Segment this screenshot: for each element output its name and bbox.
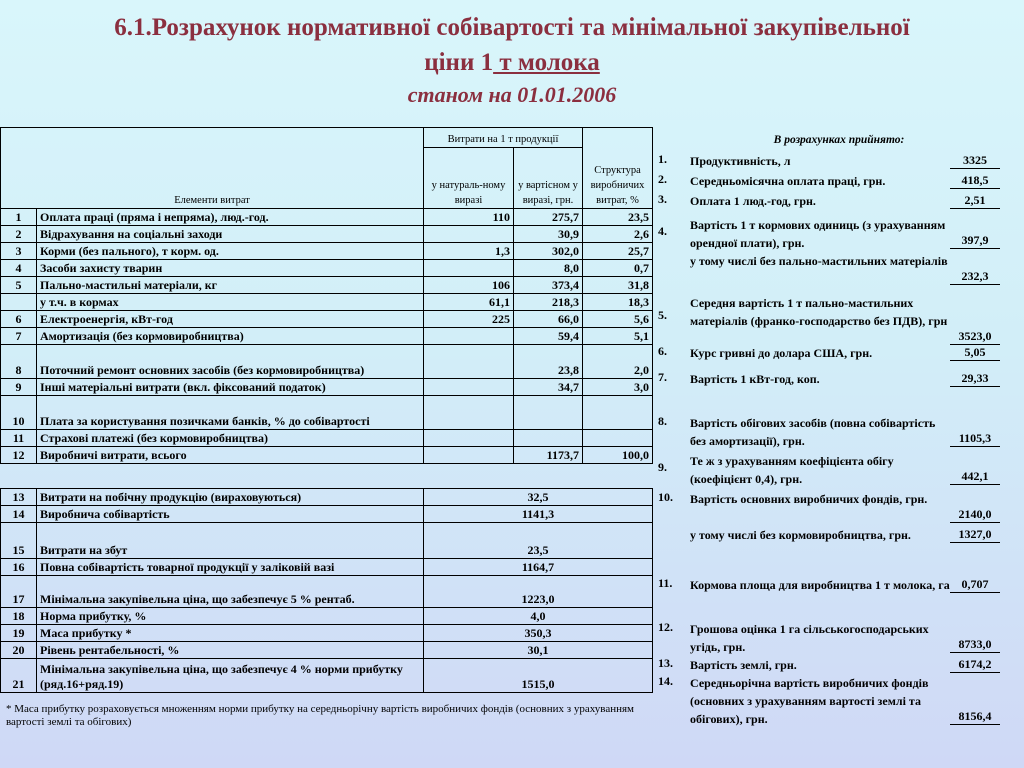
title-line-2a: ціни 1 bbox=[424, 49, 494, 76]
row-natural bbox=[424, 396, 514, 430]
assumption-number: 9. bbox=[658, 460, 667, 474]
row-natural: 106 bbox=[424, 277, 514, 294]
assumption-text: Продуктивність, л bbox=[690, 154, 791, 168]
row-name: Виробнича собівартість bbox=[37, 506, 424, 523]
row-value: 1164,7 bbox=[424, 559, 653, 576]
row-name: Мінімальна закупівельна ціна, що забезпечує 4 % норми прибутку (ряд.16+ряд.19) bbox=[37, 659, 424, 693]
footnote: * Маса прибутку розраховується множенням норми прибутку на середньорічну вартість виробничих фондів (основних з урахуванням вартості землі та обігових) bbox=[6, 703, 635, 728]
row-structure: 31,8 bbox=[583, 277, 653, 294]
table-row bbox=[1, 447, 653, 464]
row-name: Норма прибутку, % bbox=[37, 608, 424, 625]
assumptions-panel bbox=[656, 134, 1022, 726]
row-name: Плата за користування позичками банків, % до собівартості bbox=[37, 396, 424, 430]
assumption-value: 232,3 bbox=[950, 268, 1000, 285]
price-table bbox=[0, 488, 653, 693]
table-row bbox=[1, 608, 653, 625]
row-name: Витрати на збут bbox=[37, 523, 424, 559]
row-natural: 1,3 bbox=[424, 243, 514, 260]
row-name: Відрахування на соціальні заходи bbox=[37, 226, 424, 243]
row-number: 3 bbox=[1, 243, 37, 260]
header-structure: Структура виробничих витрат, % bbox=[583, 128, 653, 209]
table-row bbox=[1, 576, 653, 608]
row-natural bbox=[424, 226, 514, 243]
row-value: 1173,7 bbox=[514, 447, 583, 464]
table-row bbox=[1, 345, 653, 379]
row-structure: 23,5 bbox=[583, 209, 653, 226]
table-row bbox=[1, 396, 653, 430]
row-structure: 3,0 bbox=[583, 379, 653, 396]
row-natural bbox=[424, 260, 514, 277]
row-value: 23,5 bbox=[424, 523, 653, 559]
title-date: станом на 01.01.2006 bbox=[407, 82, 617, 107]
row-number: 10 bbox=[1, 396, 37, 430]
row-number: 19 bbox=[1, 625, 37, 642]
row-value: 1223,0 bbox=[424, 576, 653, 608]
row-structure: 0,7 bbox=[583, 260, 653, 277]
assumption-text: у тому числі без пально-мастильних матеріалів bbox=[690, 254, 948, 268]
row-value: 59,4 bbox=[514, 328, 583, 345]
row-number: 6 bbox=[1, 311, 37, 328]
table-row bbox=[1, 311, 653, 328]
row-value: 275,7 bbox=[514, 209, 583, 226]
assumption-number: 4. bbox=[658, 224, 667, 238]
row-value: 373,4 bbox=[514, 277, 583, 294]
title-line-1: 6.1.Розрахунок нормативної собівартості та мінімальної закупівельної bbox=[114, 14, 910, 41]
row-name: Маса прибутку * bbox=[37, 625, 424, 642]
row-value: 1141,3 bbox=[424, 506, 653, 523]
row-number: 13 bbox=[1, 489, 37, 506]
row-name: Повна собівартість товарної продукції у заліковій вазі bbox=[37, 559, 424, 576]
assumption-value: 397,9 bbox=[950, 232, 1000, 249]
row-value bbox=[514, 396, 583, 430]
row-name: Мінімальна закупівельна ціна, що забезпечує 5 % рентаб. bbox=[37, 576, 424, 608]
row-number: 12 bbox=[1, 447, 37, 464]
slide-title bbox=[0, 10, 1024, 110]
row-name: Витрати на побічну продукцію (вираховуються) bbox=[37, 489, 424, 506]
price-table-body bbox=[1, 489, 653, 693]
table-row bbox=[1, 523, 653, 559]
row-value: 1515,0 bbox=[424, 659, 653, 693]
row-structure: 18,3 bbox=[583, 294, 653, 311]
table-row bbox=[1, 243, 653, 260]
assumption-value: 2,51 bbox=[950, 192, 1000, 209]
row-value: 23,8 bbox=[514, 345, 583, 379]
row-name: Виробничі витрати, всього bbox=[37, 447, 424, 464]
row-name: Амортизація (без кормовиробництва) bbox=[37, 328, 424, 345]
row-name: Інші матеріальні витрати (вкл. фіксований податок) bbox=[37, 379, 424, 396]
row-natural bbox=[424, 379, 514, 396]
assumption-value: 442,1 bbox=[950, 468, 1000, 485]
assumption-number: 3. bbox=[658, 192, 667, 206]
row-name: Пально-мастильні матеріали, кг bbox=[37, 277, 424, 294]
assumption-number: 7. bbox=[658, 370, 667, 384]
header-value: у вартісном у виразі, грн. bbox=[514, 148, 583, 209]
row-structure: 2,6 bbox=[583, 226, 653, 243]
assumption-text: Оплата 1 люд.-год, грн. bbox=[690, 194, 816, 208]
row-structure: 100,0 bbox=[583, 447, 653, 464]
row-natural bbox=[424, 345, 514, 379]
assumption-number: 12. bbox=[658, 620, 673, 634]
row-number: 17 bbox=[1, 576, 37, 608]
table-row bbox=[1, 328, 653, 345]
row-name: Засоби захисту тварин bbox=[37, 260, 424, 277]
table-row bbox=[1, 430, 653, 447]
table-row bbox=[1, 260, 653, 277]
table-row bbox=[1, 209, 653, 226]
assumption-number: 11. bbox=[658, 576, 673, 590]
assumption-text: Вартість 1 кВт-год, коп. bbox=[690, 372, 820, 386]
table-row bbox=[1, 559, 653, 576]
assumption-text: Курс гривні до долара США, грн. bbox=[690, 346, 873, 360]
row-value: 218,3 bbox=[514, 294, 583, 311]
assumption-value: 8733,0 bbox=[950, 636, 1000, 653]
row-number: 9 bbox=[1, 379, 37, 396]
row-natural: 225 bbox=[424, 311, 514, 328]
assumption-value: 418,5 bbox=[950, 172, 1000, 189]
assumption-value: 3325 bbox=[950, 152, 1000, 169]
row-structure bbox=[583, 430, 653, 447]
cost-table-body bbox=[1, 209, 653, 464]
table-row bbox=[1, 659, 653, 693]
assumption-value: 3523,0 bbox=[950, 328, 1000, 345]
header-natural: у натураль-ному виразі bbox=[424, 148, 514, 209]
assumption-value: 2140,0 bbox=[950, 506, 1000, 523]
assumption-value: 6174,2 bbox=[950, 656, 1000, 673]
row-value: 4,0 bbox=[424, 608, 653, 625]
row-number: 15 bbox=[1, 523, 37, 559]
assumption-text: Кормова площа для виробництва 1 т молока, га bbox=[690, 578, 950, 592]
row-value: 30,1 bbox=[424, 642, 653, 659]
assumption-number: 14. bbox=[658, 674, 673, 688]
row-number bbox=[1, 294, 37, 311]
assumption-value: 0,707 bbox=[950, 576, 1000, 593]
table-row bbox=[1, 625, 653, 642]
row-number: 16 bbox=[1, 559, 37, 576]
row-number: 2 bbox=[1, 226, 37, 243]
cost-table bbox=[0, 127, 653, 464]
assumption-value: 29,33 bbox=[950, 370, 1000, 387]
assumption-text: Середня вартість 1 т пально-мастильних матеріалів (франко-господарство без ПДВ), грн bbox=[690, 296, 948, 328]
row-number: 14 bbox=[1, 506, 37, 523]
assumption-text: Вартість 1 т кормових одиниць (з урахуванням орендної плати), грн. bbox=[690, 218, 946, 250]
row-number: 21 bbox=[1, 659, 37, 693]
assumptions-heading: В розрахунках прийнято: bbox=[773, 134, 905, 146]
row-name: у т.ч. в кормах bbox=[37, 294, 424, 311]
row-value: 30,9 bbox=[514, 226, 583, 243]
row-natural bbox=[424, 447, 514, 464]
assumption-text: у тому числі без кормовиробництва, грн. bbox=[690, 528, 911, 542]
table-row bbox=[1, 294, 653, 311]
assumption-text: Грошова оцінка 1 га сільськогосподарських угідь, грн. bbox=[690, 622, 929, 654]
row-number: 18 bbox=[1, 608, 37, 625]
assumption-text: Вартість землі, грн. bbox=[690, 658, 797, 672]
assumption-value: 5,05 bbox=[950, 344, 1000, 361]
row-number: 8 bbox=[1, 345, 37, 379]
row-structure: 5,1 bbox=[583, 328, 653, 345]
table-row bbox=[1, 642, 653, 659]
row-value bbox=[514, 430, 583, 447]
row-value: 32,5 bbox=[424, 489, 653, 506]
assumption-text: Вартість обігових засобів (повна собівартість без амортизації), грн. bbox=[690, 416, 936, 448]
assumption-number: 10. bbox=[658, 490, 673, 504]
row-value: 34,7 bbox=[514, 379, 583, 396]
row-name: Поточний ремонт основних засобів (без кормовиробництва) bbox=[37, 345, 424, 379]
assumption-number: 8. bbox=[658, 414, 667, 428]
table-row bbox=[1, 489, 653, 506]
row-name: Корми (без пального), т корм. од. bbox=[37, 243, 424, 260]
title-line-2b: т молока bbox=[493, 49, 600, 76]
assumption-text: Те ж з урахуванням коефіцієнта обігу (коефіцієнт 0,4), грн. bbox=[690, 454, 894, 486]
row-structure: 25,7 bbox=[583, 243, 653, 260]
assumption-value: 1327,0 bbox=[950, 526, 1000, 543]
row-number: 20 bbox=[1, 642, 37, 659]
row-name: Страхові платежі (без кормовиробництва) bbox=[37, 430, 424, 447]
row-value: 8,0 bbox=[514, 260, 583, 277]
assumption-number: 13. bbox=[658, 656, 673, 670]
assumption-number: 6. bbox=[658, 344, 667, 358]
row-natural bbox=[424, 430, 514, 447]
assumption-text: Вартість основних виробничих фондів, грн. bbox=[690, 492, 928, 506]
assumption-text: Середньомісячна оплата праці, грн. bbox=[690, 174, 886, 188]
row-number: 1 bbox=[1, 209, 37, 226]
row-number: 7 bbox=[1, 328, 37, 345]
table-row bbox=[1, 226, 653, 243]
row-natural: 61,1 bbox=[424, 294, 514, 311]
row-name: Оплата праці (пряма і непряма), люд.-год. bbox=[37, 209, 424, 226]
row-value: 302,0 bbox=[514, 243, 583, 260]
row-natural: 110 bbox=[424, 209, 514, 226]
assumption-value: 8156,4 bbox=[950, 708, 1000, 725]
row-structure: 2,0 bbox=[583, 345, 653, 379]
assumption-value: 1105,3 bbox=[950, 430, 1000, 447]
table-row bbox=[1, 506, 653, 523]
assumption-number: 1. bbox=[658, 152, 667, 166]
header-elements: Елементи витрат bbox=[1, 128, 424, 209]
row-structure: 5,6 bbox=[583, 311, 653, 328]
row-number: 5 bbox=[1, 277, 37, 294]
table-row bbox=[1, 277, 653, 294]
assumption-number: 2. bbox=[658, 172, 667, 186]
row-value: 66,0 bbox=[514, 311, 583, 328]
title-line-2 bbox=[0, 45, 1024, 80]
row-structure bbox=[583, 396, 653, 430]
row-number: 11 bbox=[1, 430, 37, 447]
assumption-number: 5. bbox=[658, 308, 667, 322]
header-costs-group: Витрати на 1 т продукції bbox=[424, 128, 583, 148]
row-name: Рівень рентабельності, % bbox=[37, 642, 424, 659]
row-value: 350,3 bbox=[424, 625, 653, 642]
row-name: Електроенергія, кВт-год bbox=[37, 311, 424, 328]
table-row bbox=[1, 379, 653, 396]
row-number: 4 bbox=[1, 260, 37, 277]
row-natural bbox=[424, 328, 514, 345]
assumption-text: Середньорічна вартість виробничих фондів (основних з урахуванням вартості землі та обігових), грн. bbox=[690, 676, 929, 726]
